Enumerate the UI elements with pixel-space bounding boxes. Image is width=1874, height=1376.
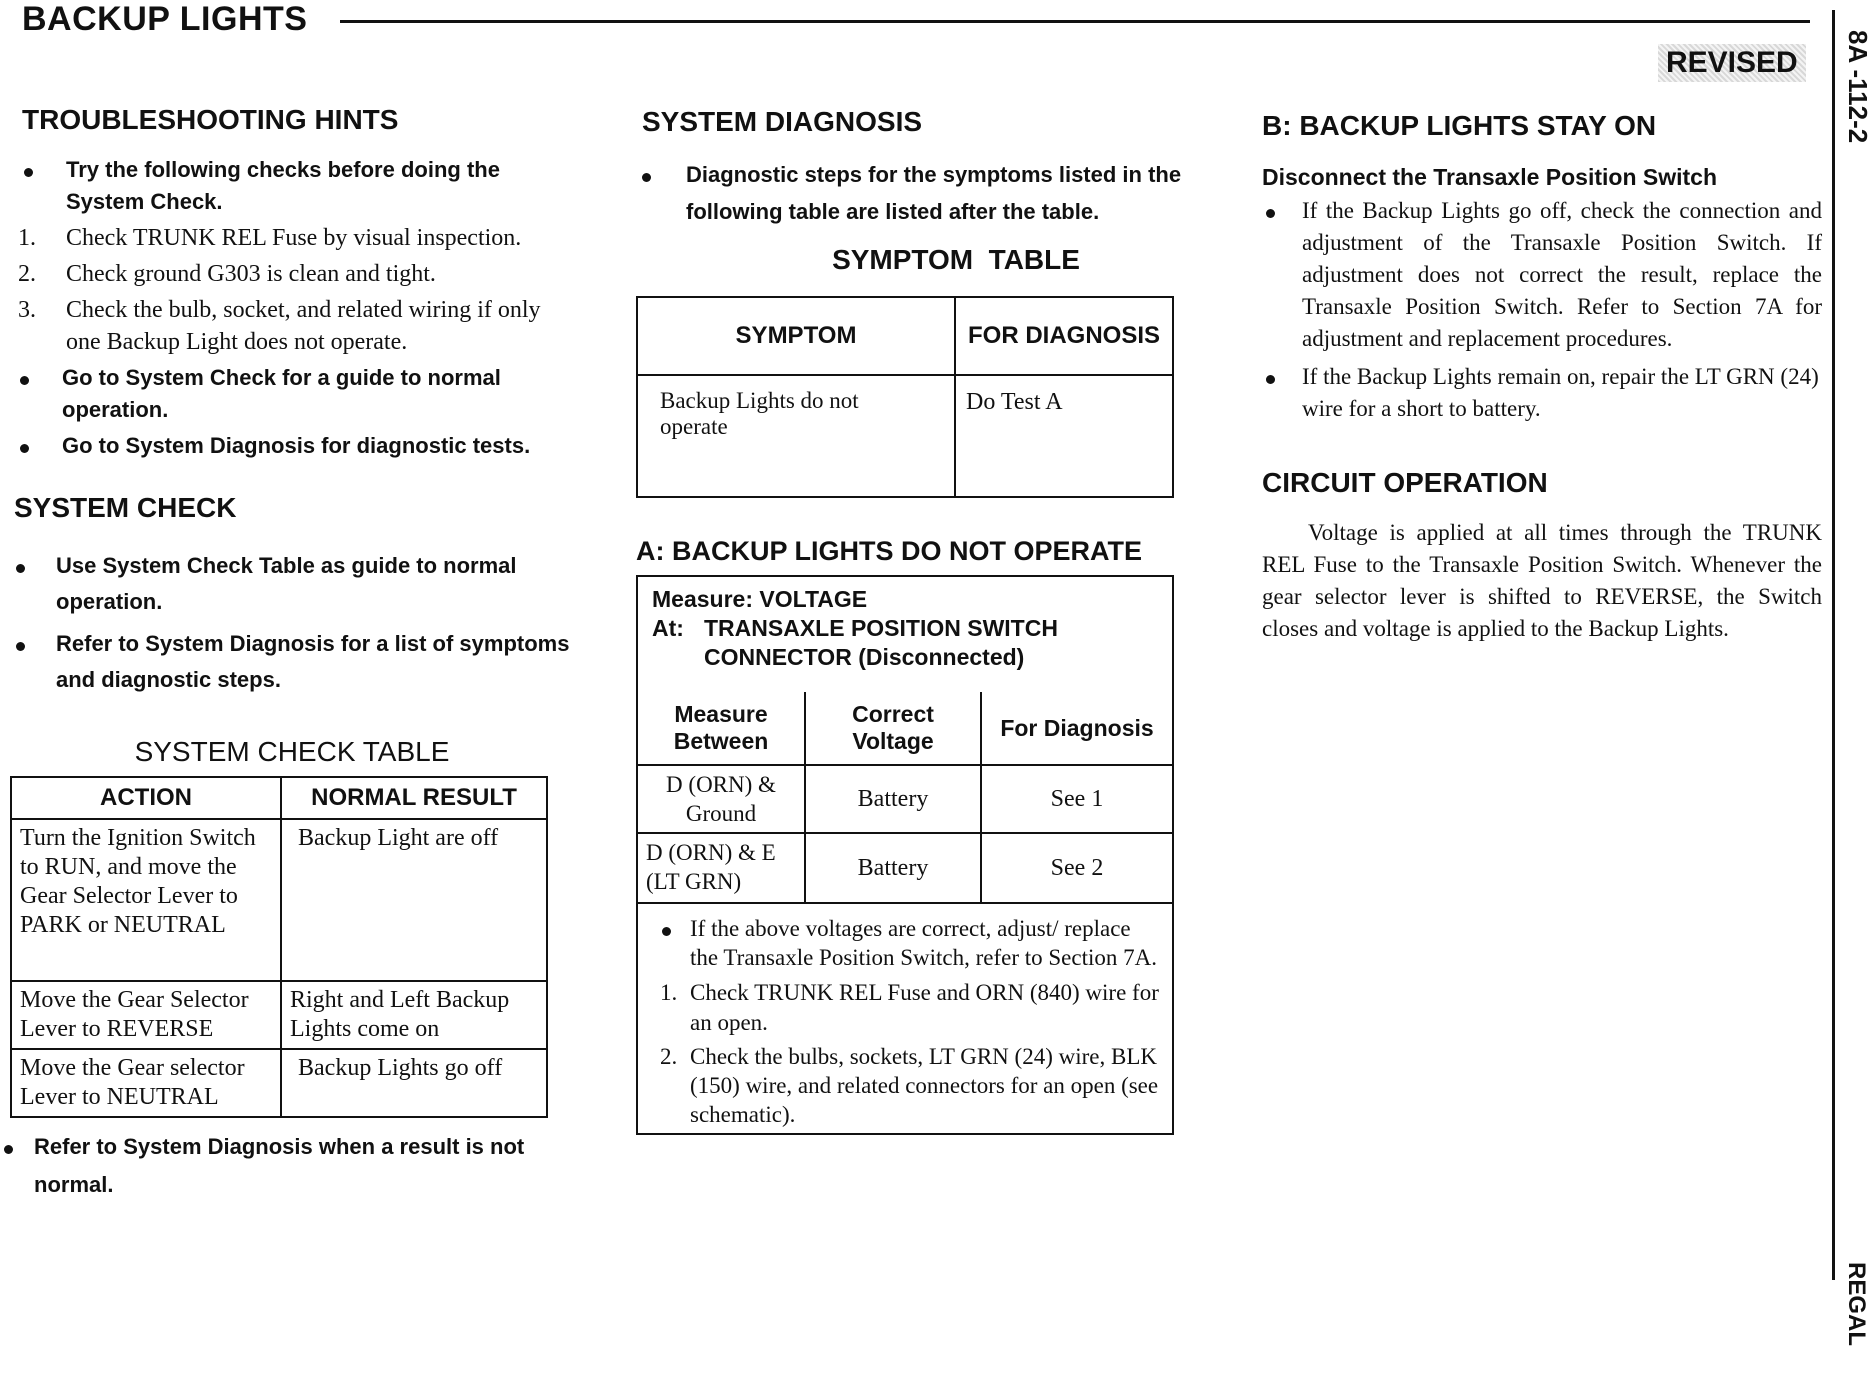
system-check-table-title: SYSTEM CHECK TABLE: [134, 736, 450, 767]
side-label: REGAL: [1843, 1262, 1870, 1346]
table-cell: Move the Gear selector Lever to NEUTRAL: [11, 1049, 281, 1117]
list-item-text: Check the bulbs, sockets, LT GRN (24) wire, BLK (150) wire, and related connectors for an open (see schematic).: [690, 1044, 1159, 1127]
table-row: [637, 375, 1173, 497]
page-number: 8A -112-2: [1843, 30, 1873, 144]
list-item: [14, 430, 570, 462]
system-diagnosis-heading: SYSTEM DIAGNOSIS: [642, 106, 923, 137]
list-marker: 3.: [18, 297, 36, 323]
test-b-heading: B: BACKUP LIGHTS STAY ON: [1262, 110, 1657, 141]
title-rule: [340, 20, 1810, 23]
table-cell: Backup Light are off: [281, 819, 547, 981]
list-item: [660, 914, 1162, 972]
list-item: [660, 978, 1162, 1038]
test-a-heading: A: BACKUP LIGHTS DO NOT OPERATE: [636, 536, 1143, 566]
list-item: [14, 258, 570, 290]
list-item-text: Check ground G303 is clean and tight.: [66, 261, 436, 287]
bullet-icon: [20, 362, 29, 394]
list-item-text: Check TRUNK REL Fuse and ORN (840) wire for an open.: [690, 980, 1159, 1035]
measure-label: Measure: VOLTAGE: [652, 586, 868, 612]
bullet-icon: [1266, 195, 1275, 227]
troubleshooting-list: [14, 154, 570, 462]
list-item-text: Check the bulb, socket, and related wiring if only one Backup Light does not operate.: [66, 297, 541, 355]
list-item-text: If the Backup Lights remain on, repair the LT GRN (24) wire for a short to battery.: [1302, 364, 1819, 421]
table-header-cell: SYMPTOM: [637, 297, 955, 375]
table-cell: Battery: [805, 833, 981, 902]
table-row: [11, 819, 547, 981]
test-b-list: [1262, 195, 1822, 425]
bullet-icon: [1266, 361, 1275, 393]
list-item: [636, 156, 1226, 230]
circuit-operation-heading: CIRCUIT OPERATION: [1262, 467, 1548, 498]
table-header-row: [637, 297, 1173, 375]
bullet-icon: [4, 1128, 13, 1166]
table-cell: See 2: [981, 833, 1172, 902]
list-item-text: Refer to System Diagnosis when a result is not normal.: [34, 1134, 525, 1197]
list-item: [14, 154, 570, 218]
test-b-subheading: Disconnect the Transaxle Position Switch: [1262, 164, 1718, 190]
list-item-text: Try the following checks before doing the System Check.: [66, 157, 500, 214]
table-header-cell: Measure Between: [638, 692, 805, 765]
system-check-heading: SYSTEM CHECK: [14, 492, 237, 523]
column-middle: [636, 106, 1196, 1135]
table-cell: Backup Lights go off: [281, 1049, 547, 1117]
troubleshooting-heading: TROUBLESHOOTING HINTS: [22, 104, 399, 135]
list-item: [14, 362, 570, 426]
table-header-cell: ACTION: [11, 777, 281, 819]
table-row: [638, 765, 1172, 833]
list-item: [14, 294, 570, 358]
list-marker: 1.: [660, 980, 678, 1005]
list-item-text: Check TRUNK REL Fuse by visual inspection.: [66, 225, 522, 251]
bullet-icon: [24, 154, 33, 186]
table-cell: Right and Left Backup Lights come on: [281, 981, 547, 1049]
table-cell: D (ORN) & Ground: [638, 765, 805, 833]
list-item-text: Refer to System Diagnosis for a list of symptoms and diagnostic steps.: [56, 631, 570, 692]
column-left: [14, 104, 570, 1204]
test-a-notes: [638, 902, 1172, 1133]
circuit-operation-text: Voltage is applied at all times through the TRUNK REL Fuse to the Transaxle Position Switch. Whenever the gear selector lever is shifted to REVERSE, the Switch closes and voltage is applied to the Backup Lights.: [1262, 520, 1822, 641]
table-cell: See 1: [981, 765, 1172, 833]
table-header-cell: Correct Voltage: [805, 692, 981, 765]
table-header-cell: NORMAL RESULT: [281, 777, 547, 819]
bullet-icon: [16, 626, 25, 662]
system-check-table: [10, 776, 548, 1118]
voltage-table: [638, 692, 1172, 902]
revised-stamp: REVISED: [1658, 44, 1806, 82]
table-row: [11, 1049, 547, 1117]
measure-at: [652, 614, 1158, 672]
test-a-box: [636, 575, 1174, 1135]
bullet-icon: [662, 914, 671, 943]
page-title: BACKUP LIGHTS: [22, 0, 308, 38]
list-item-text: Go to System Check for a guide to normal operation.: [62, 365, 501, 422]
list-item-text: Use System Check Table as guide to normal operation.: [56, 553, 517, 614]
list-marker: 2.: [660, 1044, 678, 1069]
table-header-cell: FOR DIAGNOSIS: [955, 297, 1173, 375]
list-item: [14, 548, 570, 620]
table-row: [11, 981, 547, 1049]
bullet-icon: [20, 430, 29, 462]
table-cell: Battery: [805, 765, 981, 833]
table-header-row: [638, 692, 1172, 765]
table-cell: Backup Lights do not operate: [637, 375, 955, 497]
list-marker: 1.: [18, 225, 36, 251]
table-row: [638, 833, 1172, 902]
list-item-text: If the above voltages are correct, adjust/ replace the Transaxle Position Switch, refer to Section 7A.: [690, 916, 1157, 970]
list-item-text: Go to System Diagnosis for diagnostic tests.: [62, 433, 531, 458]
measure-at-text: TRANSAXLE POSITION SWITCH CONNECTOR (Disconnected): [704, 615, 1058, 670]
list-item-text: Diagnostic steps for the symptoms listed in the following table are listed after the table.: [686, 162, 1182, 224]
list-item: [14, 626, 570, 698]
column-right: [1262, 110, 1822, 645]
bullet-icon: [642, 156, 651, 193]
measure-at-label: At:: [652, 615, 684, 641]
measure-block: [638, 577, 1172, 692]
margin-rule: [1832, 10, 1835, 1280]
list-item: [1262, 361, 1822, 425]
list-item: [1262, 195, 1822, 355]
system-check-list: [14, 548, 570, 698]
symptom-table-title: SYMPTOM TABLE: [832, 244, 1080, 275]
table-cell: D (ORN) & E (LT GRN): [638, 833, 805, 902]
list-marker: 2.: [18, 261, 36, 287]
table-cell: Turn the Ignition Switch to RUN, and move the Gear Selector Lever to PARK or NEUTRAL: [11, 819, 281, 981]
list-item: [660, 1042, 1162, 1129]
list-item-text: If the Backup Lights go off, check the connection and adjustment of the Transaxle Position Switch. If adjustment does not correct the result, replace the Transaxle Position Switch. Refer to Section 7A for adjustment and replacement procedures.: [1302, 198, 1822, 351]
table-header-cell: For Diagnosis: [981, 692, 1172, 765]
table-cell: Do Test A: [955, 375, 1173, 497]
table-cell: Move the Gear Selector Lever to REVERSE: [11, 981, 281, 1049]
list-item: [4, 1128, 570, 1204]
list-item: [14, 222, 570, 254]
symptom-table: [636, 296, 1174, 498]
table-header-row: [11, 777, 547, 819]
bullet-icon: [16, 548, 25, 584]
